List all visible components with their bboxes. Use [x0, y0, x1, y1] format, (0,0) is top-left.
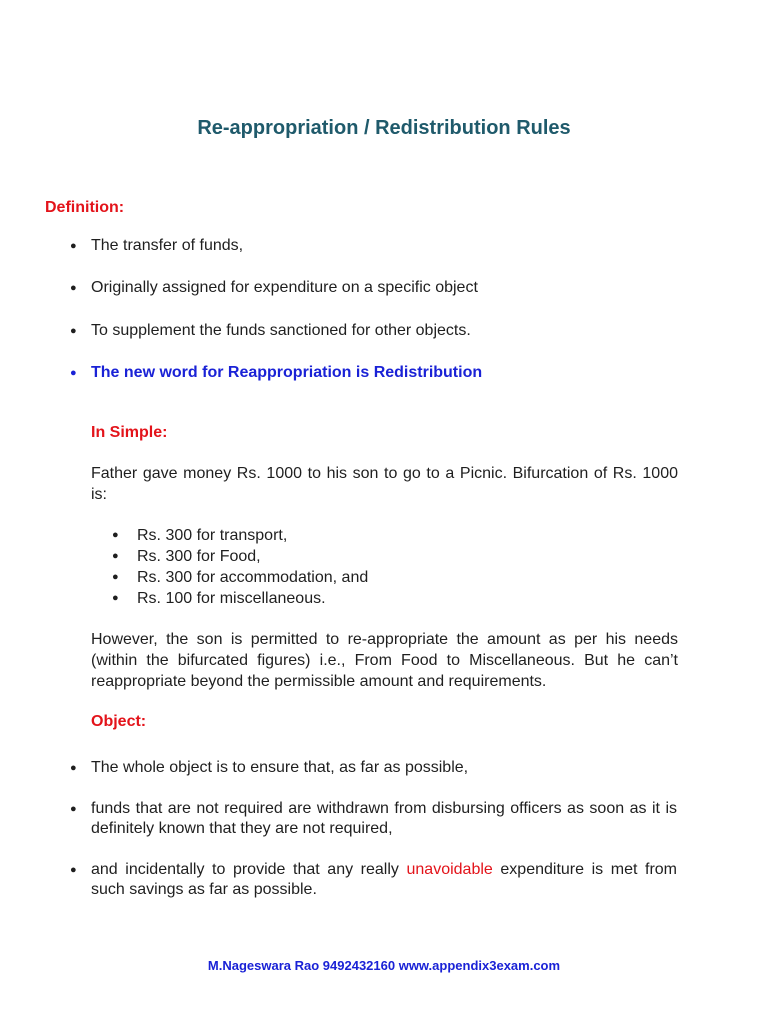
list-item — [70, 860, 677, 900]
list-item: ● To supplement the funds sanctioned for other objects. — [70, 321, 690, 341]
however-paragraph: However, the son is permitted to re-appropriate the amount as per his needs (within the bifurcated figures) i.e., From Food to Miscellaneous. But he can’t reappropriate beyond the permissible amount and requirements. — [91, 631, 678, 690]
in-simple-heading: In Simple: — [91, 424, 168, 441]
list-item: ● funds that are not required are withdrawn from disbursing officers as soon as it is definitely known that they are not required, — [70, 799, 677, 839]
unavoidable-emphasis: unavoidable — [406, 861, 493, 878]
definition-list — [70, 0, 690, 383]
list-item: ● Rs. 100 for miscellaneous. — [112, 588, 692, 609]
footer-credit: M.Nageswara Rao 9492432160 www.appendix3exam.com — [207, 958, 561, 973]
definition-heading: Definition: — [45, 199, 125, 216]
object-heading: Object: — [91, 713, 147, 730]
list-item: ● Rs. 300 for transport, — [112, 525, 692, 546]
list-item: ● Rs. 300 for accommodation, and — [112, 567, 692, 588]
item-text: and incidentally to provide that any really — [91, 861, 399, 878]
item-text: expenditure is met from such savings as far as possible. — [91, 861, 677, 898]
highlight-item: ● The new word for Reappropriation is Redistribution — [70, 363, 690, 383]
list-item: ● The transfer of funds, — [70, 236, 690, 256]
list-item: ● Rs. 300 for Food, — [112, 546, 692, 567]
page-title: Re-appropriation / Redistribution Rules — [197, 117, 571, 139]
list-item: ● The whole object is to ensure that, as far as possible, — [70, 758, 677, 778]
object-list — [70, 758, 677, 900]
in-simple-intro: Father gave money Rs. 1000 to his son to go to a Picnic. Bifurcation of Rs. 1000 is: — [91, 465, 678, 503]
list-item: ● Originally assigned for expenditure on a specific object — [70, 278, 690, 298]
bifurcation-list — [112, 525, 692, 609]
